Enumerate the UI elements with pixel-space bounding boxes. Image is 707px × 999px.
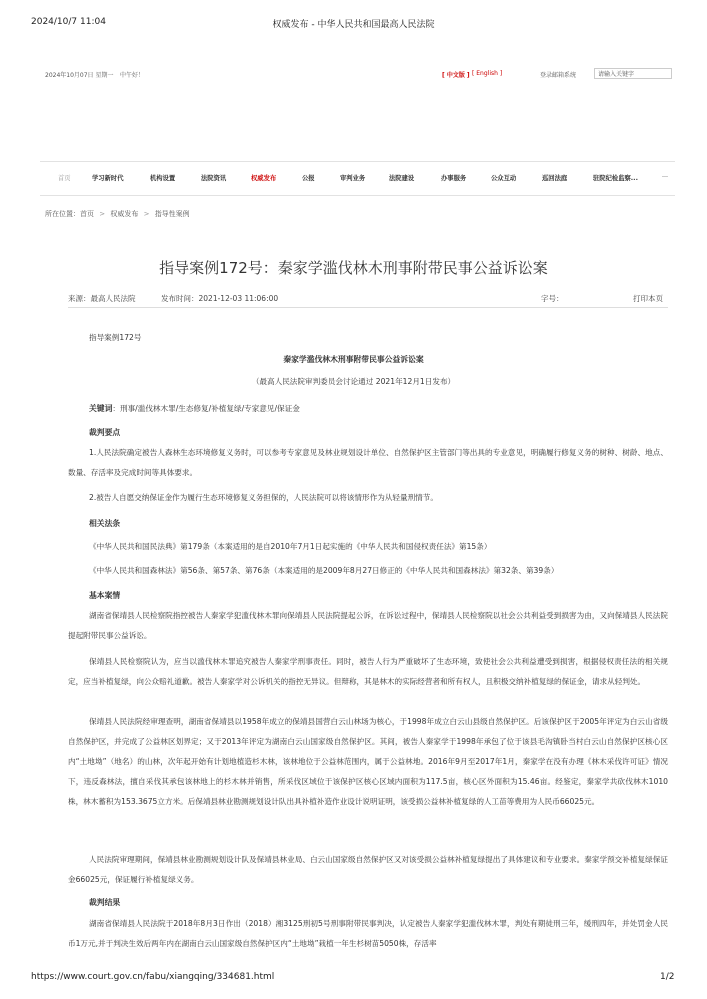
breadcrumb-releases[interactable]: 权威发布	[110, 210, 139, 218]
breadcrumb-label: 所在位置：	[45, 210, 80, 218]
nav-organization[interactable]: 机构设置	[150, 175, 176, 182]
nav-discipline[interactable]: 驻院纪检监察...	[593, 175, 638, 182]
nav-study[interactable]: 学习新时代	[92, 175, 124, 182]
search-input[interactable]: 请输入关键字	[594, 68, 672, 79]
keywords-label: 关键词	[89, 404, 113, 413]
case-title: 秦家学滥伐林木刑事附带民事公益诉讼案	[283, 355, 424, 364]
nav-gazette[interactable]: 公报	[302, 175, 315, 182]
fact-1: 湖南省保靖县人民检察院指控被告人秦家学犯滥伐林木罪向保靖县人民法院提起公诉，在诉讼过程中，保靖县人民检察院以社会公共利益受到损害为由，又向保靖县人民法院提起附带民事公益诉讼。	[68, 611, 668, 640]
law-1: 《中华人民共和国民法典》第179条（本案适用的是自2010年7月1日起实施的《中华人民共和国侵权责任法》第15条）	[89, 542, 492, 551]
fact-4: 人民法院审理期间，保靖县林业勘测规划设计队及保靖县林业局、白云山国家级自然保护区又对该受损公益林补植复绿提出了具体建议和专业要求。秦家学预交补植复绿保证金66025元，保证履行补植复绿义务。	[68, 855, 668, 884]
print-button[interactable]: 打印本页	[633, 294, 663, 303]
nav-circuit-court[interactable]: 巡回法庭	[542, 175, 568, 182]
lang-chinese-link[interactable]: [ 中文版 ]	[442, 72, 470, 79]
keywords-text: ：刑事/滥伐林木罪/生态修复/补植复绿/专家意见/保证金	[112, 404, 300, 413]
nav-court-building[interactable]: 法院建设	[389, 175, 415, 182]
article-source: 来源：最高人民法院	[68, 294, 136, 303]
meta-divider	[68, 307, 668, 308]
keywords	[89, 403, 300, 414]
case-note: （最高人民法院审判委员会讨论通过 2021年12月1日发布）	[251, 377, 456, 386]
result-1: 湖南省保靖县人民法院于2018年8月3日作出（2018）湘3125刑初5号刑事附带民事判决，认定被告人秦家学犯滥伐林木罪，判处有期徒刑三年，缓刑四年，并处罚金人民币1万元,并于判决生效后两年内在湖南白云山国家级自然保护区内“土地坳”栽植一年生杉树苗5050株，存活率	[68, 919, 668, 948]
mail-login-link[interactable]: 登录邮箱系统	[540, 72, 577, 79]
breadcrumb-separator: >	[143, 210, 150, 218]
point-2: 2.被告人自愿交纳保证金作为履行生态环境修复义务担保的，人民法院可以将该情形作为从轻量刑情节。	[89, 493, 438, 502]
nav-home[interactable]: 首页	[58, 175, 71, 182]
nav-trial[interactable]: 审判业务	[340, 175, 366, 182]
print-page-title: 权威发布 - 中华人民共和国最高人民法院	[272, 20, 435, 30]
print-url: https://www.court.gov.cn/fabu/xiangqing/334681.html	[31, 972, 275, 982]
fact-3: 保靖县人民法院经审理查明，湖南省保靖县以1958年成立的保靖县国营白云山林场为核心，于1998年成立白云山县级自然保护区。后该保护区于2005年评定为白云山省级自然保护区，并完成了公益林区划界定；又于2013年评定为湖南白云山国家级自然保护区。其间，被告人秦家学于1998年承包了位于该县毛沟镇卧当村白云山自然保护区核心区内“土地坳”（地名）的山林，次年起开始有计划地植造杉木林，该林地位于公益林范围内，属于公益林地。2016年9月至2017年1月，秦家学在没有办理《林木采伐许可证》情况下，违反森林法，擅自采伐其承包该林地上的杉木林并销售，所采伐区域位于该保护区核心区域内面积为117.5亩，核心区外面积为15.46亩。经鉴定，秦家学共砍伐林木1010株，林木蓄积为153.3675立方米。后保靖县林业勘测规划设计队出具补植补造作业设计说明证明，该受损公益林补植复绿的人工苗等费用为人民币66025元。	[68, 717, 668, 806]
nav-services[interactable]: 办事服务	[441, 175, 467, 182]
section-facts-heading: 基本案情	[89, 591, 121, 600]
breadcrumb-guiding-cases[interactable]: 指导性案例	[154, 210, 190, 218]
law-2: 《中华人民共和国森林法》第56条、第57条、第76条（本案适用的是2009年8月27日修正的《中华人民共和国森林法》第32条、第39条）	[89, 566, 559, 575]
main-nav	[40, 161, 675, 196]
breadcrumb	[45, 209, 190, 219]
font-size-control[interactable]: 字号：	[541, 294, 564, 303]
section-result-heading: 裁判结果	[89, 898, 121, 907]
section-points-heading: 裁判要点	[89, 428, 121, 437]
nav-releases[interactable]: 权威发布	[251, 175, 277, 182]
greeting: 中午好！	[120, 72, 145, 79]
section-laws-heading: 相关法条	[89, 519, 121, 528]
breadcrumb-separator: >	[99, 210, 106, 218]
lang-english-link[interactable]: [ English ]	[472, 70, 503, 77]
point-1: 1.人民法院确定被告人森林生态环境修复义务时，可以参考专家意见及林业规划设计单位、自然保护区主管部门等出具的专业意见，明确履行修复义务的树种、树龄、地点、数量、存活率及完成时间等具体要求。	[68, 448, 668, 477]
current-date: 2024年10月07日 星期一	[45, 72, 114, 79]
nav-news[interactable]: 法院资讯	[201, 175, 227, 182]
print-page-number: 1/2	[660, 972, 675, 982]
article-title: 指导案例172号：秦家学滥伐林木刑事附带民事公益诉讼案	[159, 259, 548, 277]
case-number: 指导案例172号	[89, 333, 142, 342]
print-datetime: 2024/10/7 11:04	[31, 17, 106, 27]
breadcrumb-home[interactable]: 首页	[80, 210, 94, 218]
nav-interaction[interactable]: 公众互动	[491, 175, 517, 182]
article-publish-time: 发布时间：2021-12-03 11:06:00	[161, 294, 279, 303]
fact-2: 保靖县人民检察院认为，应当以滥伐林木罪追究被告人秦家学刑事责任。同时，被告人行为严重破坏了生态环境，致使社会公共利益遭受到损害，根据侵权责任法的相关规定，应当补植复绿，向公众赔礼道歉。被告人秦家学对公诉机关的指控无异议。但辩称，其是林木的实际经营者和所有权人，且积极交纳补植复绿的保证金，请求从轻判处。	[68, 657, 668, 686]
nav-more[interactable]: ...	[662, 172, 669, 179]
